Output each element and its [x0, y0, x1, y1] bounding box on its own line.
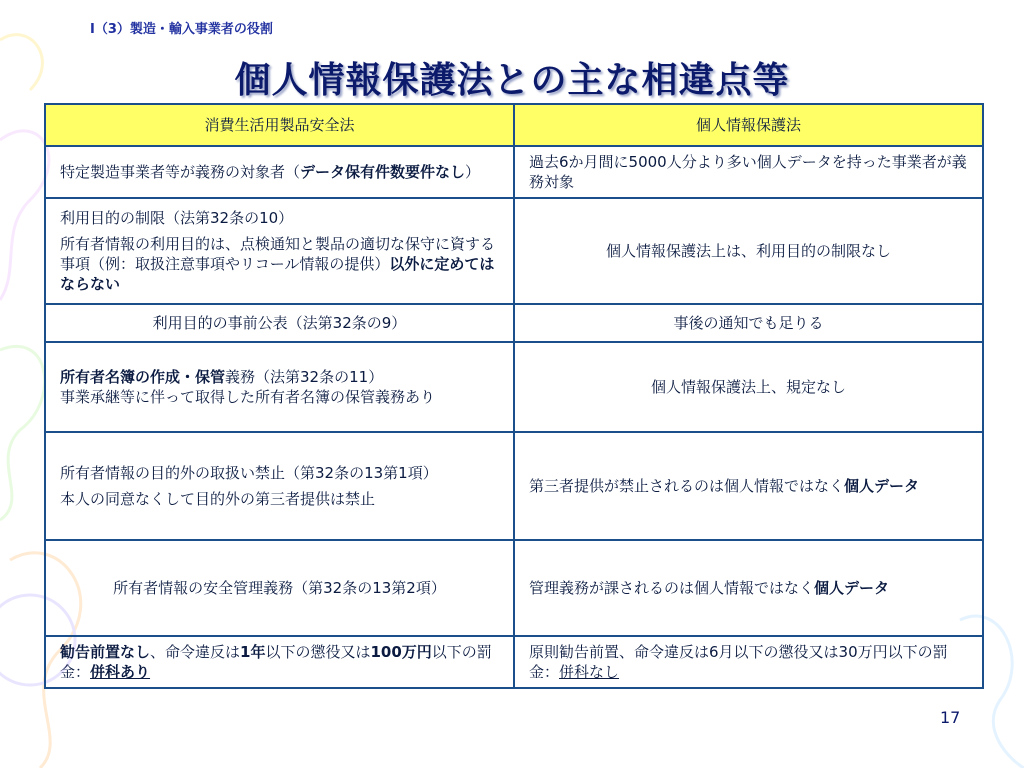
row7-right-underlined: 併科なし	[559, 663, 620, 681]
row7-left-bold-c: 1年	[240, 643, 266, 661]
row7-left-text-f: 以下の罰金：	[60, 643, 492, 681]
row1-left-close: ）	[465, 163, 481, 181]
row2-left-bold: 以外に定めてはならない	[60, 255, 495, 293]
row3-left-cell: 利用目的の事前公表（法第32条の9）	[45, 304, 514, 342]
row7-left-bold-e: 100万円	[370, 643, 432, 661]
row4-left-text: 義務（法第32条の11）	[225, 368, 384, 386]
header-cell-product-safety-law: 消費生活用製品安全法	[45, 104, 514, 146]
page-number: 17	[940, 708, 961, 727]
row4-left-bold: 所有者名簿の作成・保管	[60, 368, 226, 386]
header-cell-privacy-law: 個人情報保護法	[514, 104, 983, 146]
row7-left-bold-a: 勧告前置なし	[60, 643, 151, 661]
table-row	[45, 304, 983, 342]
table-row	[45, 198, 983, 304]
row7-left-text-b: 、命令違反は	[150, 643, 241, 661]
row6-left-cell: 所有者情報の安全管理義務（第32条の13第2項）	[45, 540, 514, 636]
row4-left-cell	[45, 342, 514, 432]
table-row	[45, 540, 983, 636]
row6-right-bold: 個人データ	[814, 579, 890, 597]
row2-right-cell: 個人情報保護法上は、利用目的の制限なし	[514, 198, 983, 304]
row1-left-bold: データ保有件数要件なし	[300, 163, 466, 181]
table-row	[45, 146, 983, 198]
section-label: Ⅰ（3）製造・輸入事業者の役割	[90, 22, 273, 37]
row6-right-cell	[514, 540, 983, 636]
row7-right-cell	[514, 636, 983, 688]
row5-left-line2: 本人の同意なくして目的外の第三者提供は禁止	[60, 490, 376, 508]
row1-left-cell	[45, 146, 514, 198]
table-row	[45, 636, 983, 688]
row3-right-cell: 事後の通知でも足りる	[514, 304, 983, 342]
row5-left-line1: 所有者情報の目的外の取扱い禁止（第32条の13第1項）	[60, 464, 438, 482]
comparison-table	[44, 103, 984, 689]
table-row	[45, 432, 983, 540]
row5-right-bold: 個人データ	[844, 477, 920, 495]
row2-left-line2	[60, 234, 499, 294]
row7-left-text-d: 以下の懲役又は	[265, 643, 371, 661]
table-header-row	[45, 104, 983, 146]
row7-left-underlined: 併科あり	[90, 663, 151, 681]
slide-title: 個人情報保護法との主な相違点等	[234, 60, 790, 101]
row5-left-cell	[45, 432, 514, 540]
row5-right-text: 第三者提供が禁止されるのは個人情報ではなく	[529, 477, 845, 495]
row1-right-cell: 過去6か月間に5000人分より多い個人データを持った事業者が義務対象	[514, 146, 983, 198]
row5-right-cell	[514, 432, 983, 540]
row2-left-line1: 利用目的の制限（法第32条の10）	[60, 209, 294, 227]
table-row	[45, 342, 983, 432]
row4-right-cell: 個人情報保護法上、規定なし	[514, 342, 983, 432]
row2-left-text: 所有者情報の利用目的は、点検通知と製品の適切な保守に資する事項（例：取扱注意事項やリコール情報の提供）	[60, 235, 496, 273]
row2-left-cell	[45, 198, 514, 304]
row4-left-line1	[60, 367, 499, 387]
row1-left-text: 特定製造事業者等が義務の対象者（	[60, 163, 301, 181]
row7-left-cell	[45, 636, 514, 688]
row6-right-text: 管理義務が課されるのは個人情報ではなく	[529, 579, 815, 597]
row4-left-line2: 事業承継等に伴って取得した所有者名簿の保管義務あり	[60, 388, 436, 406]
row7-right-text: 原則勧告前置、命令違反は6月以下の懲役又は30万円以下の罰金：	[529, 643, 948, 681]
